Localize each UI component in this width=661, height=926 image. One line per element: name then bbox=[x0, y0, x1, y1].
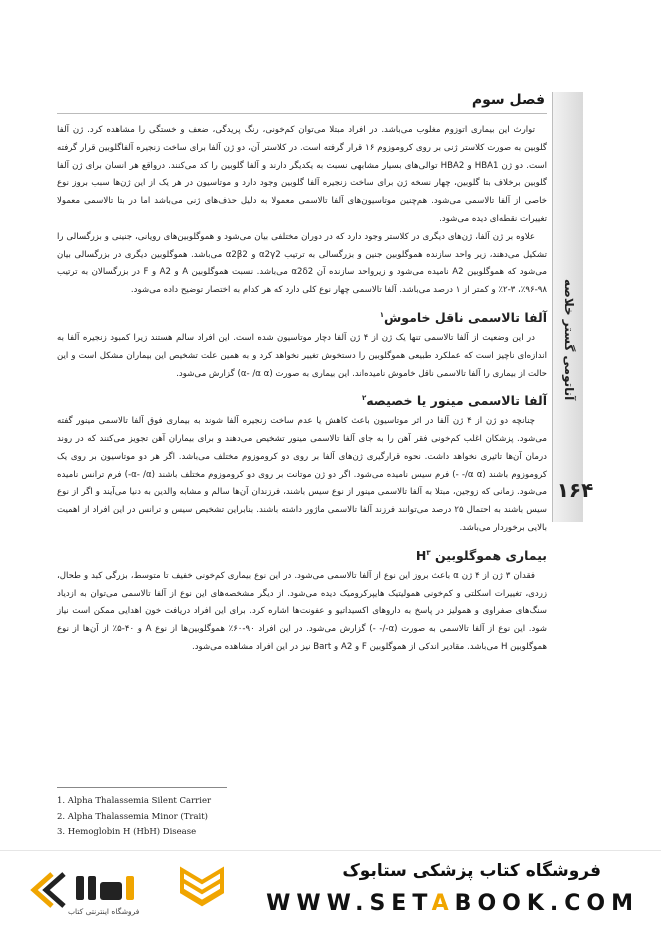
paragraph: فقدان ۳ ژن از ۴ ژن α باعث بروز این نوع از آلفا تالاسمی می‌شود. در این نوع بیماری کم‌خونی خفیف تا متوسط، بزرگی کبد و طحال، زردی، تغییرات اسکلتی و کم‌خونی همولیتیک هایپرکرومیک دیده می‌شود. از دیگر مشخصه‌های این نوع از آلفا تالاسمی می‌توان به ازدیاد سنگ‌های صفراوی و همولیز در پاسخ به داروهای اکسیداتیو و عفونت‌ها اشاره کرد. برای این افراد دریافت خون اهدایی ممکن است نیاز شود. این نوع از آلفا تالاسمی به صورت (α-/- -) گزارش می‌شود. در این افراد ۹۰-۶۰٪ هموگلوبین‌ها از نوع A و ۴۰-۵٪ از آن‌ها از نوع هموگلوبین H می‌باشد. مقادیر اندکی از هموگلوبین F و A2 و Bart نیز در این افراد مشاهده می‌شود. bbox=[57, 570, 547, 652]
store-title: فروشگاه کتاب پزشکی ستابوک bbox=[342, 861, 601, 881]
chapter-title: فصل سوم bbox=[471, 92, 545, 108]
section-heading: بیماری هموگلوبین $H^۳$ bbox=[415, 548, 547, 563]
paragraph: در این وضعیت از آلفا تالاسمی تنها یک ژن از ۴ ژن آلفا دچار موتاسیون شده است. این افراد سالم هستند زیرا کمبود زنجیره آلفا به اندازه‌ای ناچیز است که عملکرد طبیعی هموگلوبین را دستخوش تغییر نخواهد کرد و به همین علت تشخیص این بیماران مشکل است و این حالت از بیماری را آلفا تالاسمی ناقل خاموش نامیده‌اند. این بیماری به صورت (α- /α α) گزارش می‌شود. bbox=[57, 332, 547, 379]
setabook-logo-icon bbox=[24, 864, 264, 922]
footnote: 2. Alpha Thalassemia Minor (Trait) bbox=[57, 811, 208, 822]
side-title: آناتومی گستر خلاصه bbox=[562, 278, 576, 400]
store-url[interactable]: WWW.SETABOOK.COM bbox=[266, 891, 639, 916]
footnotes bbox=[57, 794, 357, 841]
store-logo[interactable] bbox=[24, 864, 264, 922]
footnote-rule bbox=[57, 787, 227, 788]
page-number: ۱۶۴ bbox=[556, 478, 594, 502]
section-heading: آلفا تالاسمی مینور یا خصیصه$^۲$ bbox=[361, 393, 547, 409]
body-text bbox=[57, 122, 547, 657]
footnote: 3. Hemoglobin H (HbH) Disease bbox=[57, 827, 197, 837]
paragraph: چنانچه دو ژن از ۴ ژن آلفا در اثر موتاسیون باعث کاهش یا عدم ساخت زنجیره آلفا شوند به بیماری فوق آلفا تالاسمی مینور گفته می‌شود. پزشکان اغلب کم‌خونی فقر آهن را به جای آلفا تالاسمی مینور تشخیص می‌دهند و برای بیماران آهن تجویز می‌کنند که در روند درمان آن‌ها تاثیری نخواهد داشت. نحوه قرارگیری ژن‌های آلفا بر روی دو کروموزوم مختلف می‌باشد. اگر هر دو موتاسیون بر روی یک کروموزوم باشند (α α/- -) فرم سیس نامیده می‌شود. اگر دو ژن موتانت بر روی دو کروموزوم مختلف باشند (α- /α-) فرم ترانس نامیده می‌شود. زمانی که زوجین، مبتلا به آلفا تالاسمی مینور از نوع سیس باشند، فرزندان آن‌ها سالم و مشابه والدین به دنیا می‌آیند و اگر از نوع سیس باشند به احتمال ۲۵ درصد می‌توانند فرزند آلفا تالاسمی ماژور داشته باشند. بنابراین تشخیص سیس و ترانس در این افراد از اهمیت بالایی برخوردار می‌باشد. bbox=[57, 416, 547, 534]
logo-subtitle: فروشگاه اینترنتی کتاب bbox=[68, 907, 140, 916]
footnote: 1. Alpha Thalassemia Silent Carrier bbox=[57, 796, 212, 806]
header-rule bbox=[57, 113, 547, 114]
paragraph: توارث این بیماری اتوزوم مغلوب می‌باشد. در افراد مبتلا می‌توان کم‌خونی، رنگ پریدگی، ضعف و خستگی را مشاهده کرد. ژن آلفا گلوبین به صورت کلاستر ژنی بر روی کروموزوم ۱۶ قرار گرفته است. در کلاستر آن، دو ژن آلفا برای ساخت زنجیره آلفاگلوبین قرار گرفته است. دو ژن HBA1 و HBA2 توالی‌های بسیار مشابهی نسبت به یکدیگر دارند و آلفا گلوبین را کد می‌کنند. درواقع هر انسان برای ژن آلفا گلوبین برخلاف بتا گلوبین، چهار نسخه ژن برای ساخت زنجیره آلفا گلوبین وجود دارد و موتاسیون در هر یک از این ژن‌ها سبب بروز نوع خاصی از آلفا تالاسمی می‌شود. هم‌چنین موتاسیون‌های آلفا تالاسمی معمولا به دلیل حذف‌های ژنی می‌باشد اما در بتا تالاسمی معمولا تغییرات نقطه‌ای دیده می‌شود. bbox=[57, 125, 548, 224]
section-heading: آلفا تالاسمی ناقل خاموش$^۱$ bbox=[379, 310, 547, 326]
paragraph: علاوه بر ژن آلفا، ژن‌های دیگری در کلاستر وجود دارد که در دوران مختلفی بیان می‌شود و هموگلوبین‌های رویانی، جنینی و بزرگسالی را تشکیل می‌دهند، زیر واحد سازنده هموگلوبین جنین و بزرگسالی به ترتیب α2γ2 و α2β2 می‌باشد. هموگلوبین دیگری در بزرگسالی بیان می‌شود که هموگلوبین A2 نامیده می‌شود و زیرواحد سازنده آن α2δ2 می‌باشد. نسبت هموگلوبین A و A2 و F در بزرگسالان به ترتیب ۹۸-۹۶٪، ۳-۲٪ و کمتر از ۱ درصد می‌باشد. آلفا تالاسمی چهار نوع کلی دارد که هر کدام به اختصار توضیح داده می‌شود. bbox=[57, 231, 547, 296]
